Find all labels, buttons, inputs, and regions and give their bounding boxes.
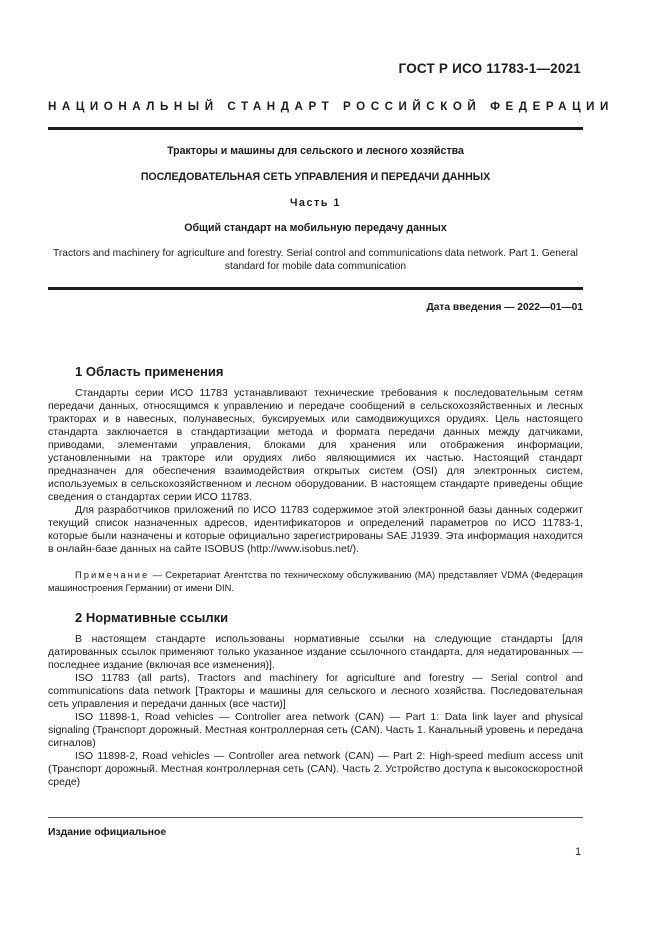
top-divider xyxy=(48,127,583,130)
section-2-reference-iso-11898-1: ISO 11898-1, Road vehicles — Controller area network (CAN) — Part 1: Data link layer and physical signaling (Транспорт дорожный. Местная контроллерная сеть (CAN). Часть 1. Канальный уровень и передача сигналов) xyxy=(48,711,583,749)
section-2-heading: 2 Нормативные ссылки xyxy=(75,610,229,625)
title-bottom-divider xyxy=(48,287,583,290)
edition-label: Издание официальное xyxy=(48,827,167,838)
section-2-body xyxy=(48,633,583,789)
section-1-heading: 1 Область применения xyxy=(75,364,224,379)
section-1-note xyxy=(48,569,583,594)
section-1-paragraph-2: Для разработчиков приложений по ИСО 11783 содержимое этой электронной базы данных содержит текущий список назначенных адресов, идентификаторов и определений параметров по ИСО 11783-1, которые были назначены и которые официально зарегистрированы SAE J1939. Эта информация находится в онлайн-базе данных на сайте ISOBUS (http://www.isobus.net/). xyxy=(48,504,583,555)
national-standard-banner: НАЦИОНАЛЬНЫЙ СТАНДАРТ РОССИЙСКОЙ ФЕДЕРАЦИИ xyxy=(48,100,614,113)
title-part: Часть 1 xyxy=(290,197,341,209)
section-1-body xyxy=(48,387,583,556)
title-category: Тракторы и машины для сельского и лесного хозяйства xyxy=(167,145,464,157)
note-label: Примечание xyxy=(75,569,150,580)
note-text: — Секретариат Агентства по техническому обслуживанию (МА) представляет VDMA (Федерация машиностроения Германии) от имени DIN. xyxy=(48,569,583,593)
section-1-paragraph-1: Стандарты серии ИСО 11783 устанавливают технические требования к последовательным сетям передачи данных, относящимся к управлению и передаче сообщений в сельскохозяйственных и лесных тракторах и в навесных, полунавесных, буксируемых или самодвижущихся орудиях. Цель настоящего стандарта заключается в стандартизации метода и формата передачи данных между датчиками, приводами, элементами управления, блоками для хранения или отображения информации, установленными на тракторе или орудиях либо являющимися их частью. Настоящий стандарт предназначен для обеспечения взаимодействия открытых систем (OSI) для электронных систем, используемых в сельскохозяйственном и лесном оборудовании. В настоящем стандарте приведены общие сведения о стандартах серии ИСО 11783. xyxy=(48,387,583,503)
document-code: ГОСТ Р ИСО 11783-1—2021 xyxy=(398,61,581,76)
section-2-reference-iso-11783: ISO 11783 (all parts), Tractors and machinery for agriculture and forestry — Serial control and communications data network [Тракторы и машины для сельского и лесного хозяйства. Последовательная сеть управления и передачи данных (все части)] xyxy=(48,672,583,710)
section-2-paragraph-1: В настоящем стандарте использованы нормативные ссылки на следующие стандарты [для датированных ссылок применяют только указанное издание ссылочного стандарта, для недатированных — последнее издание (включая все изменения)]. xyxy=(48,633,583,671)
title-main: ПОСЛЕДОВАТЕЛЬНАЯ СЕТЬ УПРАВЛЕНИЯ И ПЕРЕДАЧИ ДАННЫХ xyxy=(140,171,491,183)
title-subtitle: Общий стандарт на мобильную передачу данных xyxy=(184,222,447,234)
footer-divider xyxy=(48,817,583,818)
page-number: 1 xyxy=(575,846,581,858)
title-english: Tractors and machinery for agriculture and forestry. Serial control and communications data network. Part 1. General standard for mobile data communication xyxy=(53,248,578,272)
section-2-reference-iso-11898-2: ISO 11898-2, Road vehicles — Controller area network (CAN) — Part 2: High-speed medium access unit (Транспорт дорожный. Местная контроллерная сеть (CAN). Часть 2. Устройство доступа к высокоскоростной среде) xyxy=(48,750,583,788)
introduction-date: Дата введения — 2022—01—01 xyxy=(426,302,583,313)
